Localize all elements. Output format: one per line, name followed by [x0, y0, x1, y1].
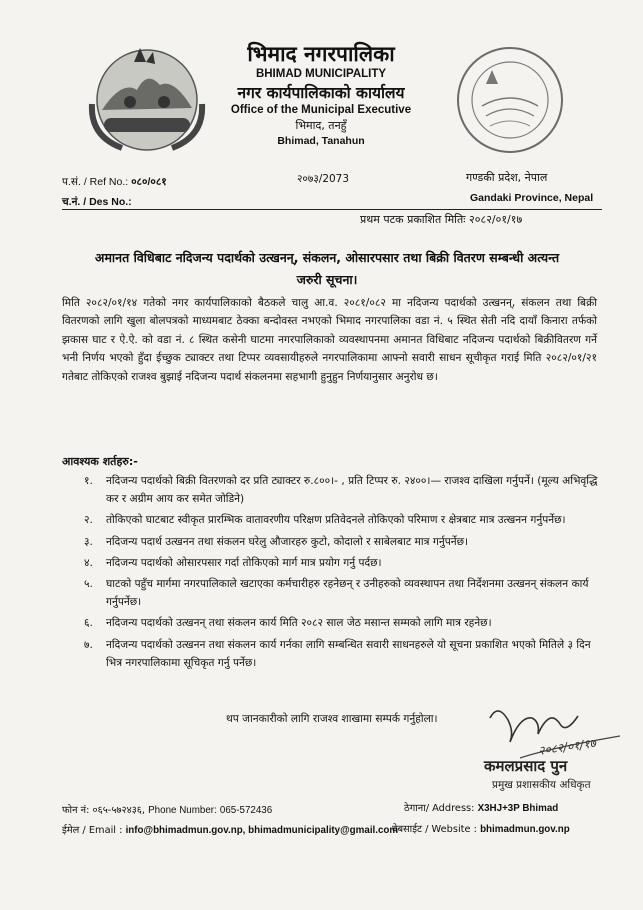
ref-value: ०८०/०८१ — [131, 176, 167, 188]
website-label: वेबसाईट / Website : — [392, 824, 477, 835]
signature-date: २०८२/०१/१७ — [537, 736, 597, 758]
condition-item — [84, 511, 604, 529]
municipality-name-en: BHIMAD MUNICIPALITY — [255, 68, 387, 80]
title-line-1: अमानत विधिबाट नदिजन्य पदार्थको उत्खनन्, संकलन, ओसारपसार तथा बिक्री वितरण सम्बन्धी अत्यन्त — [94, 250, 560, 265]
condition-number: ३. — [84, 535, 93, 548]
condition-text: घाटको पहुँच मार्गमा नगरपालिकाले खटाएका कर्मचारीहरु रहनेछन् र उनीहरुको व्यवस्थापन तथा निर्देशनमा उत्खनन् संकलन कार्य गर्नुपर्नेछ। — [106, 578, 589, 609]
address-label: ठेगाना/ Address: — [404, 803, 475, 814]
header-divider — [62, 209, 602, 210]
website-value[interactable]: bhimadmun.gov.np — [480, 824, 570, 835]
footer-address — [404, 801, 558, 814]
condition-number: १. — [84, 475, 93, 487]
phone-en-label: Phone Number: — [148, 805, 217, 816]
municipality-name-np: भिमाद नगरपालिका — [247, 41, 395, 66]
address-en: Bhimad, Tanahun — [277, 135, 365, 147]
letterhead — [200, 40, 442, 149]
conditions-list — [84, 472, 604, 675]
published-label: प्रथम पटक प्रकाशित मितिः — [360, 213, 466, 226]
condition-text: नदिजन्य पदार्थको उत्खनन् तथा संकलन कार्य मिति २०८२ साल जेठ मसान्त सम्मको लागि मात्र रहनेछ। — [106, 617, 492, 630]
condition-text: नदिजन्य पदार्थको उत्खनन तथा संकलन कार्य गर्नका लागि सम्बन्धित सवारी साधनहरुले यो सूचना प्रकाशित भएको मितिले ३ दिन भित्र नगरपालिकामा सूचिकृत गर्नु पर्नेछ। — [106, 638, 591, 669]
condition-number: ४. — [84, 556, 93, 569]
dispatch-number — [62, 195, 132, 209]
condition-text: नदिजन्य पदार्थको ओसारपसार गर्दा तोकिएको मार्ग मात्र प्रयोग गर्नु पर्दछ। — [106, 556, 382, 569]
condition-item — [84, 533, 604, 551]
phone-np: ०६५-५७२४३६, — [92, 805, 146, 816]
condition-item — [84, 472, 604, 508]
municipal-office-seal-icon — [452, 42, 568, 158]
nepal-national-emblem-icon — [82, 40, 212, 158]
notice-body: मिति २०८२/०१/१४ गतेको नगर कार्यपालिकाको बैठकले चालु आ.व. २०८१/०८२ मा नदिजन्य पदार्थको उत्खनन्, संकलन तथा बिक्री वितरणको लागि खुला बोलपत्रको माध्यमबाट ठेक्का बन्दोवस्त नभएको भिमाद नगरपालिका वडा नं. ५ स्थित सेती नदि दायाँ किनारा तर्फको झकास घाट र ऐ.ऐ. को वडा नं. ८ स्थित कसेनी घाटमा नगरपालिकाको व्यवस्थापनमा अमानत विधिबाट नदिजन्य पदार्थको बिक्रीवितरण गर्ने भनी निर्णय भएको हुँदा ईच्छुक ट्याक्टर तथा टिप्पर व्यवसायीहरुले नगरपालिकामा आफ्नो सवारी साधन सूचीकृत गराई मिति २०८२/०१/२१ गतेबाट तोकिएको राजश्व बुझाई नदिजन्य पदार्थ संकलनमा सहभागी हुनुहुन निर्णयानुसार अनुरोध छ। — [62, 297, 597, 383]
address-np: भिमाद, तनहुँ — [295, 119, 347, 132]
condition-item — [84, 614, 604, 632]
condition-text: तोकिएको घाटबाट स्वीकृत प्रारम्भिक वातावरणीय परिक्षण प्रतिवेदनले तोकिएको परिमाण र क्षेत्रबाट मात्र उत्खनन गर्नुपर्नेछ। — [106, 514, 566, 527]
condition-number: ५. — [84, 578, 93, 591]
condition-text: नदिजन्य पदार्थ उत्खनन तथा संकलन घरेलु औजारहरु कुटो, कोदालो र साबेलबाट मात्र गर्नुपर्नेछ। — [106, 535, 469, 548]
conditions-heading: आवश्यक शर्तहरु:- — [62, 455, 138, 468]
footer-phone — [62, 803, 272, 816]
email-value[interactable]: info@bhimadmun.gov.np, bhimadmunicipality@gmail.com — [125, 825, 399, 836]
first-published-date — [360, 212, 522, 227]
condition-text: नदिजन्य पदार्थको बिक्री वितरणको दर प्रति ट्याक्टर रु.८००।- , प्रति टिप्पर रु. २४००।— राजश्व दाखिला गर्नुपर्ने। (मूल्य अभिवृद्धि कर र अग्रीम आय कर समेत जोडिने) — [106, 475, 598, 506]
footer-email — [62, 823, 398, 836]
office-name-np: नगर कार्यपालिकाको कार्यालय — [237, 83, 405, 102]
reference-number — [62, 175, 167, 189]
condition-number: ७. — [84, 638, 93, 651]
condition-number: ६. — [84, 617, 93, 630]
email-label: ईमेल / Email : — [62, 825, 123, 836]
province-np: गण्डकी प्रदेश, नेपाल — [466, 171, 548, 184]
des-label: च.नं. / Des No.: — [62, 196, 132, 208]
phone-label: फोन नं: — [62, 805, 90, 816]
closing-note: थप जानकारीको लागि राजश्व शाखामा सम्पर्क गर्नुहोला। — [226, 713, 438, 725]
province-en: Gandaki Province, Nepal — [470, 192, 594, 204]
condition-item — [84, 636, 604, 672]
condition-item — [84, 575, 604, 611]
published-date: २०८२/०१/१७ — [469, 213, 523, 226]
notice-title — [72, 247, 582, 291]
signatory-title: प्रमुख प्रशासकीय अधिकृत — [492, 779, 591, 791]
condition-number: २. — [84, 514, 93, 527]
signatory-name: कमलप्रसाद पुन — [484, 757, 568, 775]
ref-label: प.सं. / Ref No.: — [62, 176, 129, 188]
establishment-year: २०७३/2073 — [296, 173, 350, 185]
address-value: X3HJ+3P Bhimad — [477, 803, 559, 814]
condition-item — [84, 554, 604, 572]
phone-en: 065-572436 — [219, 805, 273, 816]
office-name-en: Office of the Municipal Executive — [230, 104, 412, 116]
footer-website — [392, 822, 570, 835]
title-line-2: जरुरी सूचना। — [296, 272, 358, 287]
